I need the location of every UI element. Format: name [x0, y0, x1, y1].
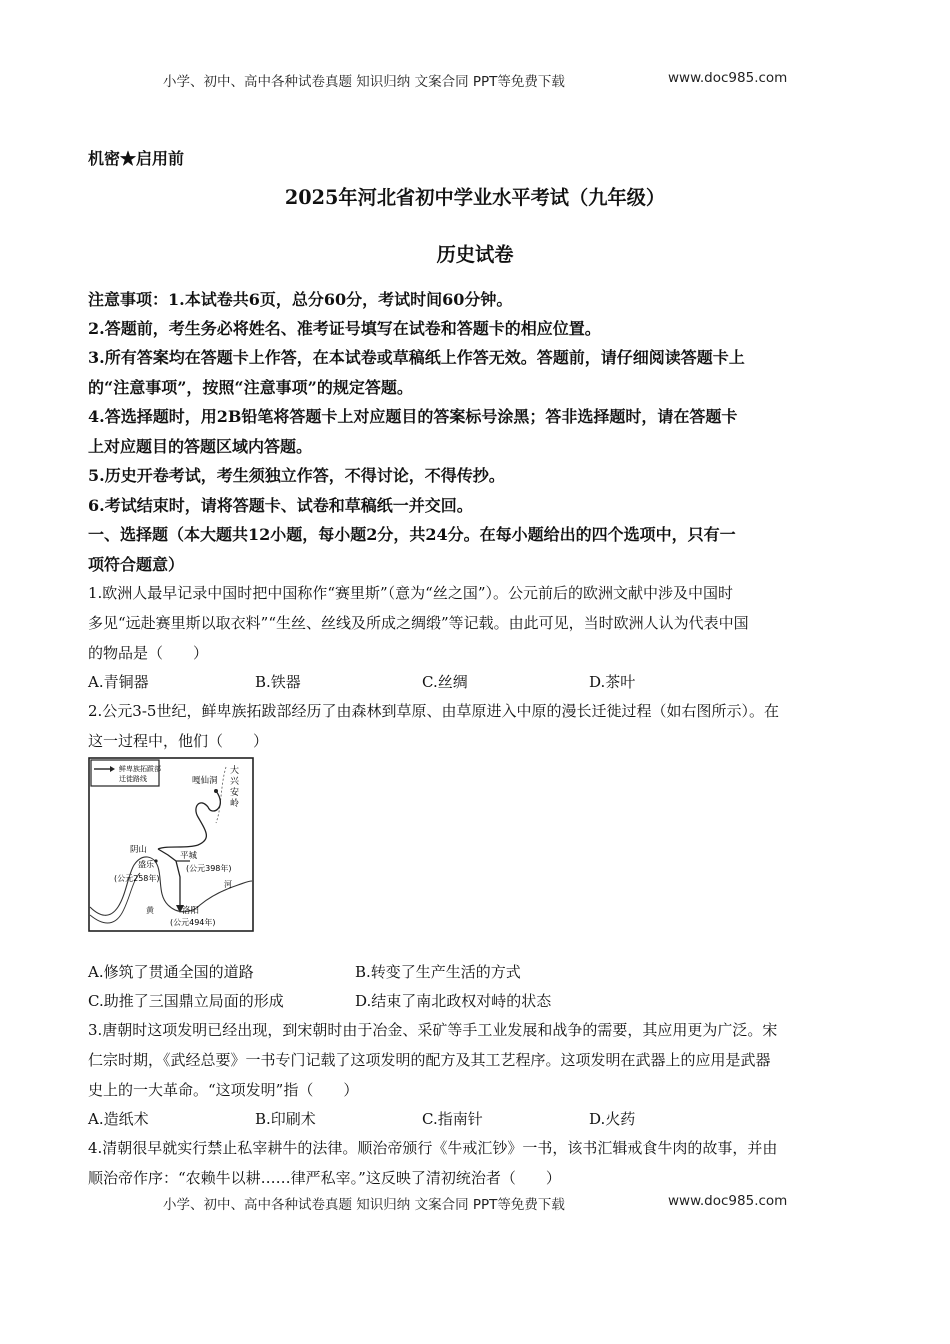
- header-promo-text: 小学、初中、高中各种试卷真题 知识归纳 文案合同 PPT等免费下载: [163, 74, 565, 90]
- question-2-text: 2.公元3-5世纪，鲜卑族拓跋部经历了由森林到草原、由草原进入中原的漫长迁徙过程（如右图所示）。在: [88, 702, 779, 720]
- notice-line: 4.答选择题时，用2B铅笔将答题卡上对应题目的答案标号涂黑；答非选择题时，请在答题卡: [88, 407, 738, 426]
- q3-option-c: C.指南针: [422, 1110, 483, 1128]
- map-label-river-he: 河: [224, 880, 232, 889]
- footer-url: www.doc985.com: [668, 1193, 788, 1209]
- notice-line: 2.答题前，考生务必将姓名、准考证号填写在试卷和答题卡的相应位置。: [88, 319, 601, 338]
- notice-line: 5.历史开卷考试，考生须独立作答，不得讨论，不得传抄。: [88, 466, 505, 485]
- map-label-shengle: 盛乐: [138, 860, 154, 869]
- notice-line: 3.所有答案均在答题卡上作答，在本试卷或草稿纸上作答无效。答题前，请仔细阅读答题卡上: [88, 348, 745, 367]
- q3-option-b: B.印刷术: [255, 1110, 316, 1128]
- q1-option-d: D.茶叶: [589, 673, 636, 691]
- q1-option-b: B.铁器: [255, 673, 301, 691]
- question-4-text: 顺治帝作序：“农赖牛以耕……律严私宰。”这反映了清初统治者（ ）: [88, 1169, 561, 1187]
- q3-option-d: D.火药: [589, 1110, 636, 1128]
- map-label-daxinganling: 大兴安岭: [230, 766, 240, 809]
- q2-option-c: C.助推了三国鼎立局面的形成: [88, 992, 284, 1010]
- section-heading-cont: 项符合题意）: [88, 555, 185, 574]
- legend-label: 鲜卑族拓跋部: [119, 765, 161, 773]
- q1-option-a: A.青铜器: [88, 673, 149, 691]
- migration-map: [88, 757, 254, 932]
- notice-line: 注意事项：1.本试卷共6页，总分60分，考试时间60分钟。: [88, 290, 513, 309]
- section-heading: 一、选择题（本大题共12小题，每小题2分，共24分。在每小题给出的四个选项中，只有一: [88, 525, 736, 544]
- question-3-text: 仁宗时期，《武经总要》一书专门记载了这项发明的配方及其工艺程序。这项发明在武器上的应用是武器: [88, 1051, 771, 1069]
- map-label-gaxian: 嘎仙洞: [192, 776, 218, 786]
- question-1-text: 的物品是（ ）: [88, 644, 209, 662]
- map-label-luoyang-date: (公元494年): [170, 918, 216, 927]
- map-label-shengle-date: (公元258年): [114, 874, 160, 883]
- map-label-pingcheng: 平城: [180, 851, 198, 861]
- header-url: www.doc985.com: [668, 70, 788, 86]
- legend-label: 迁徙路线: [119, 775, 147, 783]
- notice-line: 6.考试结束时，请将答题卡、试卷和草稿纸一并交回。: [88, 496, 473, 515]
- map-label-river-huang: 黄: [146, 906, 154, 915]
- question-4-text: 4.清朝很早就实行禁止私宰耕牛的法律。顺治帝颁行《牛戒汇钞》一书，该书汇辑戒食牛肉的故事，并由: [88, 1139, 778, 1157]
- map-label-luoyang: 洛阳: [182, 906, 200, 916]
- q2-option-b: B.转变了生产生活的方式: [355, 963, 521, 981]
- map-label-yinshan: 阴山: [130, 845, 148, 855]
- exam-subtitle: 历史试卷: [436, 243, 514, 266]
- q2-option-d: D.结束了南北政权对峙的状态: [355, 992, 552, 1010]
- question-3-text: 史上的一大革命。“这项发明”指（ ）: [88, 1081, 359, 1099]
- q3-option-a: A.造纸术: [88, 1110, 149, 1128]
- question-2-text: 这一过程中，他们（ ）: [88, 732, 269, 750]
- confidential-mark: 机密★启用前: [88, 149, 185, 168]
- map-label-pingcheng-date: (公元398年): [186, 864, 232, 873]
- notice-line: 上对应题目的答题区域内答题。: [88, 437, 313, 456]
- exam-title: 2025年河北省初中学业水平考试（九年级）: [284, 186, 666, 209]
- notice-line: 的“注意事项”，按照“注意事项”的规定答题。: [88, 378, 413, 397]
- question-3-text: 3.唐朝时这项发明已经出现，到宋朝时由于冶金、采矿等手工业发展和战争的需要，其应用更为广泛。宋: [88, 1021, 778, 1039]
- q1-option-c: C.丝绸: [422, 673, 468, 691]
- q2-option-a: A.修筑了贯通全国的道路: [88, 963, 254, 981]
- footer-promo-text: 小学、初中、高中各种试卷真题 知识归纳 文案合同 PPT等免费下载: [163, 1197, 565, 1213]
- question-1-text: 1.欧洲人最早记录中国时把中国称作“赛里斯”（意为“丝之国”）。公元前后的欧洲文献中涉及中国时: [88, 584, 733, 602]
- question-1-text: 多见“远赴赛里斯以取衣料”“生丝、丝线及所成之绸缎”等记载。由此可见，当时欧洲人认为代表中国: [88, 614, 749, 632]
